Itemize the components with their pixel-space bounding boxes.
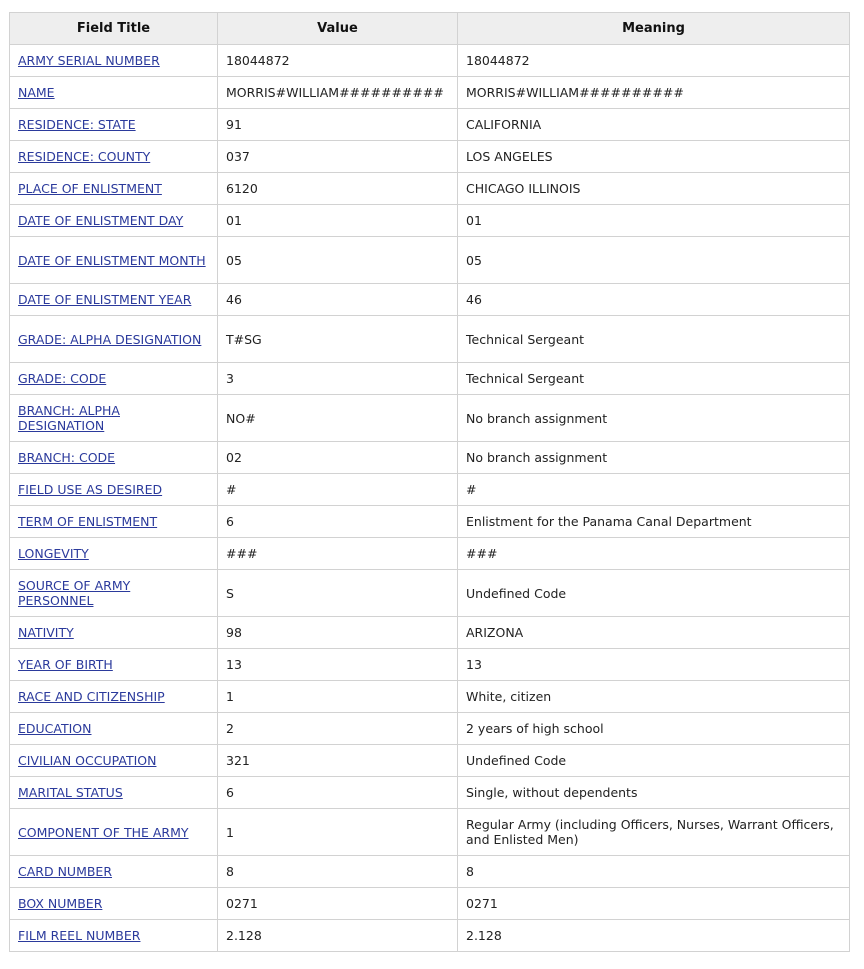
value-cell: 037 — [218, 141, 458, 173]
meaning-cell: LOS ANGELES — [458, 141, 850, 173]
field-link[interactable]: EDUCATION — [18, 721, 92, 736]
field-link[interactable]: RESIDENCE: STATE — [18, 117, 136, 132]
meaning-cell: White, citizen — [458, 681, 850, 713]
meaning-cell: No branch assignment — [458, 395, 850, 442]
table-row — [10, 570, 850, 617]
field-link[interactable]: TERM OF ENLISTMENT — [18, 514, 158, 529]
field-link[interactable]: FILM REEL NUMBER — [18, 928, 141, 943]
meaning-cell: Enlistment for the Panama Canal Department — [458, 506, 850, 538]
field-cell — [10, 713, 218, 745]
table-row — [10, 363, 850, 395]
field-link[interactable]: NATIVITY — [18, 625, 74, 640]
meaning-cell: ARIZONA — [458, 617, 850, 649]
field-link[interactable]: SOURCE OF ARMY PERSONNEL — [18, 578, 131, 608]
table-row — [10, 920, 850, 952]
field-cell — [10, 77, 218, 109]
table-row — [10, 395, 850, 442]
field-cell — [10, 284, 218, 316]
value-cell: 18044872 — [218, 45, 458, 77]
value-cell: T#SG — [218, 316, 458, 363]
field-link[interactable]: FIELD USE AS DESIRED — [18, 482, 163, 497]
value-cell: 1 — [218, 681, 458, 713]
field-cell — [10, 237, 218, 284]
header-value: Value — [218, 13, 458, 45]
table-row — [10, 45, 850, 77]
meaning-cell: 18044872 — [458, 45, 850, 77]
meaning-cell: Undefined Code — [458, 745, 850, 777]
field-link[interactable]: CARD NUMBER — [18, 864, 113, 879]
table-row — [10, 617, 850, 649]
value-cell: 1 — [218, 809, 458, 856]
table-row — [10, 442, 850, 474]
table-row — [10, 237, 850, 284]
value-cell: 91 — [218, 109, 458, 141]
meaning-cell: 2 years of high school — [458, 713, 850, 745]
value-cell: 01 — [218, 205, 458, 237]
value-cell: 3 — [218, 363, 458, 395]
field-cell — [10, 45, 218, 77]
field-link[interactable]: RESIDENCE: COUNTY — [18, 149, 151, 164]
field-cell — [10, 363, 218, 395]
field-link[interactable]: ARMY SERIAL NUMBER — [18, 53, 160, 68]
field-cell — [10, 173, 218, 205]
table-row — [10, 777, 850, 809]
value-cell: 8 — [218, 856, 458, 888]
record-table — [9, 12, 850, 952]
table-row — [10, 506, 850, 538]
meaning-cell: 01 — [458, 205, 850, 237]
field-link[interactable]: DATE OF ENLISTMENT YEAR — [18, 292, 192, 307]
field-cell — [10, 856, 218, 888]
table-row — [10, 141, 850, 173]
value-cell: 6120 — [218, 173, 458, 205]
value-cell: 6 — [218, 777, 458, 809]
record-table-container — [9, 12, 849, 952]
header-field-title: Field Title — [10, 13, 218, 45]
field-cell — [10, 316, 218, 363]
field-cell — [10, 809, 218, 856]
field-link[interactable]: BOX NUMBER — [18, 896, 103, 911]
field-cell — [10, 474, 218, 506]
field-link[interactable]: COMPONENT OF THE ARMY — [18, 824, 189, 840]
field-link[interactable]: GRADE: ALPHA DESIGNATION — [18, 331, 202, 347]
value-cell: 46 — [218, 284, 458, 316]
value-cell: 0271 — [218, 888, 458, 920]
table-row — [10, 205, 850, 237]
meaning-cell: CHICAGO ILLINOIS — [458, 173, 850, 205]
value-cell: MORRIS#WILLIAM########## — [218, 77, 458, 109]
value-cell: 13 — [218, 649, 458, 681]
field-cell — [10, 538, 218, 570]
field-cell — [10, 745, 218, 777]
table-row — [10, 538, 850, 570]
field-link[interactable]: MARITAL STATUS — [18, 785, 123, 800]
header-meaning: Meaning — [458, 13, 850, 45]
value-cell: 321 — [218, 745, 458, 777]
meaning-cell: Regular Army (including Officers, Nurses, Warrant Officers, and Enlisted Men) — [458, 809, 850, 856]
meaning-cell: # — [458, 474, 850, 506]
field-link[interactable]: CIVILIAN OCCUPATION — [18, 753, 157, 768]
table-row — [10, 856, 850, 888]
value-cell: 98 — [218, 617, 458, 649]
value-cell: NO# — [218, 395, 458, 442]
field-link[interactable]: LONGEVITY — [18, 546, 89, 561]
value-cell: S — [218, 570, 458, 617]
value-cell: 05 — [218, 237, 458, 284]
table-row — [10, 888, 850, 920]
table-row — [10, 745, 850, 777]
field-link[interactable]: NAME — [18, 85, 55, 100]
meaning-cell: 13 — [458, 649, 850, 681]
field-cell — [10, 617, 218, 649]
field-link[interactable]: DATE OF ENLISTMENT MONTH — [18, 252, 206, 268]
meaning-cell: 46 — [458, 284, 850, 316]
field-link[interactable]: PLACE OF ENLISTMENT — [18, 181, 162, 196]
value-cell: 2 — [218, 713, 458, 745]
meaning-cell: ### — [458, 538, 850, 570]
field-link[interactable]: DATE OF ENLISTMENT DAY — [18, 213, 184, 228]
meaning-cell: MORRIS#WILLIAM########## — [458, 77, 850, 109]
table-row — [10, 649, 850, 681]
field-cell — [10, 141, 218, 173]
field-cell — [10, 888, 218, 920]
table-row — [10, 77, 850, 109]
meaning-cell: 8 — [458, 856, 850, 888]
field-link[interactable]: BRANCH: CODE — [18, 450, 116, 465]
field-link[interactable]: RACE AND CITIZENSHIP — [18, 689, 165, 704]
field-cell — [10, 506, 218, 538]
meaning-cell: Single, without dependents — [458, 777, 850, 809]
table-row — [10, 316, 850, 363]
table-header-row — [10, 13, 850, 45]
meaning-cell: Technical Sergeant — [458, 316, 850, 363]
table-row — [10, 109, 850, 141]
meaning-cell: 05 — [458, 237, 850, 284]
field-cell — [10, 681, 218, 713]
field-cell — [10, 395, 218, 442]
table-row — [10, 713, 850, 745]
value-cell: 2.128 — [218, 920, 458, 952]
value-cell: 6 — [218, 506, 458, 538]
table-row — [10, 173, 850, 205]
meaning-cell: 2.128 — [458, 920, 850, 952]
table-row — [10, 474, 850, 506]
table-row — [10, 681, 850, 713]
value-cell: # — [218, 474, 458, 506]
field-cell — [10, 777, 218, 809]
field-cell — [10, 109, 218, 141]
table-body — [10, 45, 850, 952]
field-cell — [10, 649, 218, 681]
table-row — [10, 284, 850, 316]
field-cell — [10, 205, 218, 237]
meaning-cell: CALIFORNIA — [458, 109, 850, 141]
table-row — [10, 809, 850, 856]
meaning-cell: 0271 — [458, 888, 850, 920]
meaning-cell: Undefined Code — [458, 570, 850, 617]
field-cell — [10, 442, 218, 474]
field-link[interactable]: GRADE: CODE — [18, 371, 107, 386]
meaning-cell: No branch assignment — [458, 442, 850, 474]
field-cell — [10, 920, 218, 952]
field-cell — [10, 570, 218, 617]
value-cell: ### — [218, 538, 458, 570]
field-link[interactable]: BRANCH: ALPHA DESIGNATION — [18, 403, 120, 433]
meaning-cell: Technical Sergeant — [458, 363, 850, 395]
field-link[interactable]: YEAR OF BIRTH — [18, 657, 113, 672]
value-cell: 02 — [218, 442, 458, 474]
